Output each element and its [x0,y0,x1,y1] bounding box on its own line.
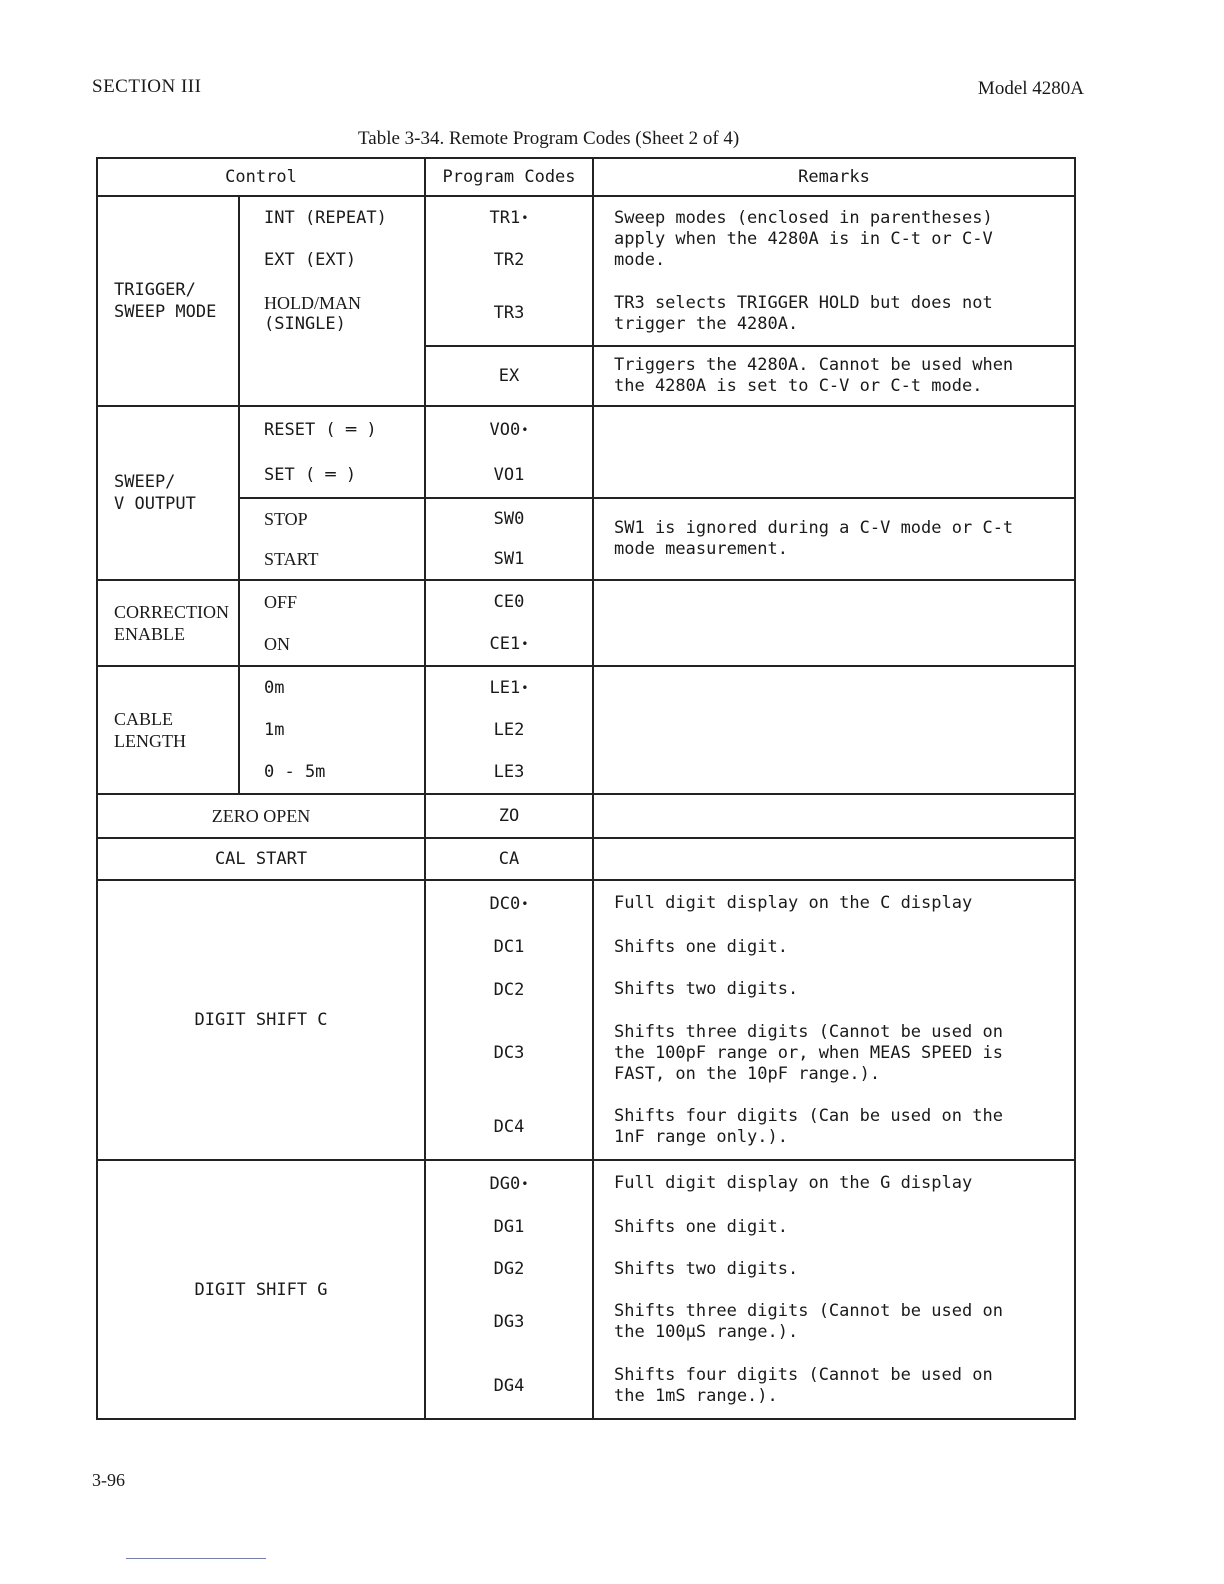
sweep-group-label-2: V OUTPUT [114,494,196,514]
dc-remark-4 [594,1095,1074,1159]
cal-start-control: CAL START [97,838,425,880]
sweep-control-set: SET ( ═ ) [264,464,357,485]
sweep-group-cell [97,406,239,580]
correction-group-cell [97,580,239,666]
dc-remark-1: Shifts one digit. [614,936,788,957]
code-sw1: SW1 [493,549,525,569]
cable-remarks [593,666,1075,794]
trigger-remark-2a: TR3 selects TRIGGER HOLD but does not [614,292,993,313]
correction-group-label-2: ENABLE [114,624,185,644]
digit-shift-c-remarks [593,880,1075,1160]
zero-open-row [97,794,1075,838]
dg-remark-4 [594,1354,1074,1418]
footer-rule [126,1558,266,1559]
code-tr3: TR3 [493,303,525,323]
table-caption: Table 3-34. Remote Program Codes (Sheet 2 of 4) [358,128,740,149]
trigger-remark-1c: mode. [614,249,666,270]
trigger-control-hold-1: HOLD/MAN [264,292,361,313]
cable-group-cell [97,666,239,794]
dg-remark-3a: Shifts three digits (Cannot be used on [614,1301,1003,1321]
dc-remark-0: Full digit display on the C display [614,893,973,913]
default-mark-icon: • [521,211,529,225]
code-le3: LE3 [493,762,525,782]
code-tr1: TR1 [489,208,521,228]
code-dc1: DC1 [493,937,525,957]
digit-shift-c-codes [425,880,593,1160]
sweep-codes-b [425,498,593,580]
program-codes-table [96,157,1076,1420]
code-dc4: DC4 [493,1117,525,1137]
sweep-controls-a [239,406,425,498]
dc-remark-4b: 1nF range only.). [614,1127,788,1147]
digit-shift-g-row [97,1160,1075,1419]
trigger-remark-1a: Sweep modes (enclosed in parentheses) [614,207,993,228]
dc-remark-2: Shifts two digits. [614,979,799,999]
program-codes-column-header: Program Codes [425,158,593,196]
trigger-control-hold-2: (SINGLE) [264,313,346,334]
code-tr2: TR2 [493,250,525,270]
dg-remark-1: Shifts one digit. [614,1216,788,1237]
sweep-row-a [97,406,1075,498]
code-dg3: DG3 [493,1312,525,1332]
trigger-group-cell [97,196,239,406]
default-mark-icon: • [521,896,529,911]
code-dg2: DG2 [493,1259,525,1279]
digit-shift-g-codes [425,1160,593,1419]
digit-shift-c-control: DIGIT SHIFT C [97,880,425,1160]
cable-codes [425,666,593,794]
sweep-controls-b [239,498,425,580]
trigger-control-ext: EXT (EXT) [264,250,357,270]
correction-control-off: OFF [264,591,298,612]
sweep-row-b [97,498,1075,580]
code-dg0: DG0 [489,1173,521,1194]
cal-start-remarks [593,838,1075,880]
sweep-control-stop: STOP [264,508,308,529]
code-dg4: DG4 [493,1376,525,1396]
cable-group-label-1: CABLE [114,709,174,729]
cable-row [97,666,1075,794]
trigger-remarks-cell [593,196,1075,346]
correction-codes [425,580,593,666]
dc-remark-3 [594,1011,1074,1095]
trigger-control-hold [240,281,424,345]
code-ex: EX [425,346,593,406]
remarks-column-header: Remarks [593,158,1075,196]
default-mark-icon: • [521,681,529,695]
code-sw0: SW0 [493,509,525,529]
ex-remark-2: the 4280A is set to C-V or C-t mode. [614,376,983,396]
sweep-control-start: START [264,548,319,569]
correction-row [97,580,1075,666]
sweep-remarks-a [593,406,1075,498]
code-le1: LE1 [489,678,521,698]
trigger-codes-cell [425,196,593,346]
correction-controls [239,580,425,666]
ex-remark-1: Triggers the 4280A. Cannot be used when [614,355,1014,375]
code-ca: CA [425,838,593,880]
sweep-remark-2: mode measurement. [614,539,788,559]
trigger-remark-2b: trigger the 4280A. [614,313,799,334]
default-mark-icon: • [521,422,529,437]
code-dc2: DC2 [493,979,525,1000]
trigger-remark-1b: apply when the 4280A is in C-t or C-V [614,228,993,249]
code-le2: LE2 [493,720,525,740]
dc-remark-3b: the 100pF range or, when MEAS SPEED is [614,1042,1003,1063]
digit-shift-c-row [97,880,1075,1160]
trigger-group-label-2: SWEEP MODE [114,302,217,322]
table-header-row [97,158,1075,196]
dc-remark-3a: Shifts three digits (Cannot be used on [614,1021,1003,1042]
sweep-codes-a [425,406,593,498]
zero-open-control: ZERO OPEN [97,794,425,838]
digit-shift-g-control: DIGIT SHIFT G [97,1160,425,1419]
sweep-remarks-b [593,498,1075,580]
dg-remark-2: Shifts two digits. [614,1258,799,1279]
cable-control-0m: 0m [264,678,285,698]
cable-controls [239,666,425,794]
dc-remark-4a: Shifts four digits (Can be used on the [614,1106,1003,1126]
zero-open-remarks [593,794,1075,838]
cable-control-0-5m: 0 - 5m [264,762,326,782]
cal-start-row [97,838,1075,880]
dg-remark-4b: the 1mS range.). [614,1386,778,1406]
digit-shift-g-remarks [593,1160,1075,1419]
code-dc0: DC0 [489,893,521,914]
sweep-remark-1: SW1 is ignored during a C-V mode or C-t [614,518,1014,538]
code-vo0: VO0 [489,419,521,440]
dg-remark-3 [594,1290,1074,1354]
code-ce0: CE0 [493,592,525,612]
code-ce1: CE1 [489,634,521,654]
dg-remark-4a: Shifts four digits (Cannot be used on [614,1365,993,1385]
code-dg1: DG1 [493,1217,525,1237]
trigger-controls-cell [239,196,425,406]
correction-remarks [593,580,1075,666]
control-column-header: Control [97,158,425,196]
default-mark-icon: • [521,637,529,651]
trigger-control-int: INT (REPEAT) [264,208,387,228]
dg-remark-3b: the 100µS range.). [614,1322,799,1342]
dc-remark-3c: FAST, on the 10pF range.). [614,1063,881,1084]
section-label: SECTION III [92,76,202,97]
ex-remarks-cell [593,346,1075,406]
trigger-main-row [97,196,1075,346]
default-mark-icon: • [521,1176,529,1191]
dg-remark-0: Full digit display on the G display [614,1173,973,1193]
cable-control-1m: 1m [264,720,285,740]
cable-group-label-2: LENGTH [114,731,186,751]
code-vo1: VO1 [493,464,525,485]
page-number: 3-96 [92,1470,125,1490]
correction-control-on: ON [264,633,290,654]
code-dc3: DC3 [493,1043,525,1063]
sweep-control-reset: RESET ( ═ ) [264,419,377,440]
correction-group-label-1: CORRECTION [114,602,230,622]
model-label: Model 4280A [977,78,1084,99]
trigger-group-label-1: TRIGGER/ [114,280,196,300]
sweep-group-label-1: SWEEP/ [114,472,176,492]
code-zo: ZO [425,794,593,838]
